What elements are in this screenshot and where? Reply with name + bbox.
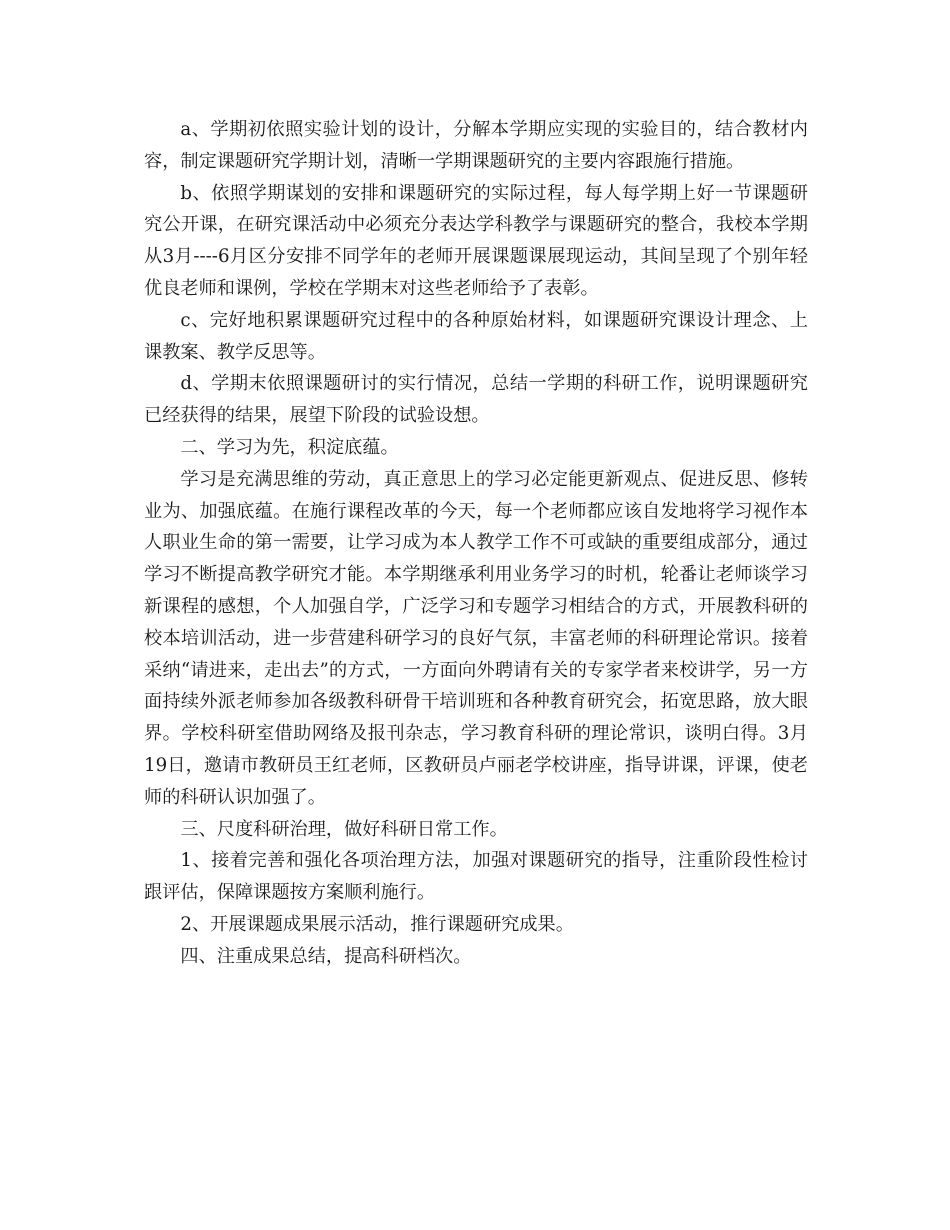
paragraph-a: a、学期初依照实验计划的设计，分解本学期应实现的实验目的，结合教材内容，制定课题研究学期计划，清晰一学期课题研究的主要内容跟施行措施。	[144, 119, 808, 172]
paragraph-item-2: 2、开展课题成果展示活动，推行课题研究成果。	[180, 913, 574, 935]
paragraph-c: c、完好地积累课题研究过程中的各种原始材料，如课题研究课设计理念、上课教案、教学反思等。	[144, 309, 808, 363]
section-heading-4: 四、注重成果总结，提高科研档次。	[180, 945, 472, 967]
section-heading-3: 三、尺度科研治理，做好科研日常工作。	[180, 818, 508, 840]
paragraph-study: 学习是充满思维的劳动，真正意思上的学习必定能更新观点、促进反思、修转业为、加强底蕴。在施行课程改革的今天，每一个老师都应该自发地将学习视作本人职业生命的第一需要，让学习成为本人教学工作不可或缺的重要组成部分，通过学习不断提高教学研究才能。本学期继承利用业务学习的时机，轮番让老师谈学习新课程的感想，个人加强自学，广泛学习和专题学习相结合的方式，开展教科研的校本培训活动，进一步营建科研学习的良好气氛，丰富老师的科研理论常识。接着采纳“请进来，走出去”的方式，一方面向外聘请有关的专家学者来校讲学，另一方面持续外派老师参加各级教科研骨干培训班和各种教育研究会，拓宽思路，放大眼界。学校科研室借助网络及报刊杂志，学习教育科研的理论常识，谈明白得。3月19日，邀请市教研员王红老师，区教研员卢丽老学校讲座，指导讲课，评课，使老师的科研认识加强了。	[144, 468, 808, 808]
paragraph-d: d、学期末依照课题研讨的实行情况，总结一学期的科研工作，说明课题研究已经获得的结果，展望下阶段的试验设想。	[144, 373, 808, 427]
document-body	[144, 114, 808, 973]
paragraph-b: b、依照学期谋划的安排和课题研究的实际过程，每人每学期上好一节课题研究公开课，在研究课活动中必须充分表达学科教学与课题研究的整合，我校本学期从3月----6月区分安排不同学年的老师开展课题课展现运动，其间呈现了个别年轻优良老师和课例，学校在学期末对这些老师给予了表彰。	[144, 182, 808, 299]
section-heading-2: 二、学习为先，积淀底蕴。	[180, 436, 399, 458]
paragraph-item-1: 1、接着完善和强化各项治理方法，加强对课题研究的指导，注重阶段性检讨跟评估，保障课题按方案顺利施行。	[144, 850, 808, 904]
